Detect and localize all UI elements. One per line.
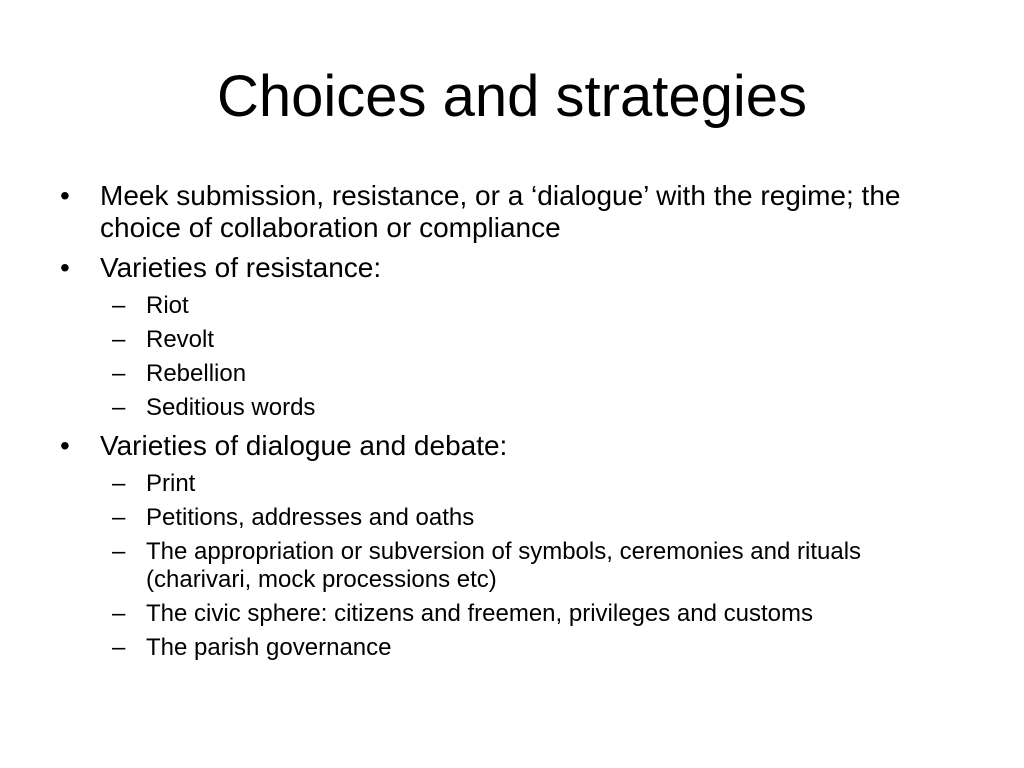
sub-item: [56, 326, 956, 354]
dash-marker: –: [112, 504, 126, 531]
sub-item: [56, 504, 956, 532]
sub-item: [56, 600, 956, 628]
sub-item-text: Petitions, addresses and oaths: [146, 504, 475, 531]
dash-marker: –: [112, 634, 126, 661]
slide-content: [56, 180, 956, 670]
sub-item: [56, 470, 956, 498]
bullet-text: Varieties of resistance:: [100, 252, 382, 283]
dash-marker: –: [112, 470, 126, 497]
sub-item-text: Print: [146, 470, 196, 497]
sub-item-text: The parish governance: [146, 634, 392, 661]
sub-item: [56, 292, 956, 320]
bullet-text: Meek submission, resistance, or a ‘dialogue’ with the regime; the choice of collaboration or compliance: [100, 180, 901, 243]
sub-item: [56, 634, 956, 662]
slide-title: Choices and strategies: [217, 64, 807, 129]
dash-marker: –: [112, 292, 126, 319]
sub-item-text: Riot: [146, 292, 189, 319]
sub-list: [56, 292, 956, 422]
sub-item-text: Revolt: [146, 326, 215, 353]
sub-item-text: Seditious words: [146, 394, 316, 421]
sub-item: [56, 360, 956, 388]
bullet-item: [56, 430, 956, 462]
sub-item-text: Rebellion: [146, 360, 247, 387]
sub-item: [56, 394, 956, 422]
dash-marker: –: [112, 600, 126, 627]
bullet-item: [56, 252, 956, 284]
sub-item: [56, 538, 956, 594]
bullet-marker: •: [60, 252, 70, 283]
bullet-marker: •: [60, 180, 70, 211]
dash-marker: –: [112, 360, 126, 387]
bullet-text: Varieties of dialogue and debate:: [100, 430, 508, 461]
dash-marker: –: [112, 538, 126, 565]
sub-item-text: The civic sphere: citizens and freemen, privileges and customs: [146, 600, 813, 627]
sub-item-text: The appropriation or subversion of symbols, ceremonies and rituals (charivari, mock processions etc): [146, 538, 862, 593]
sub-list: [56, 470, 956, 662]
dash-marker: –: [112, 394, 126, 421]
bullet-marker: •: [60, 430, 70, 461]
dash-marker: –: [112, 326, 126, 353]
bullet-item: [56, 180, 956, 244]
